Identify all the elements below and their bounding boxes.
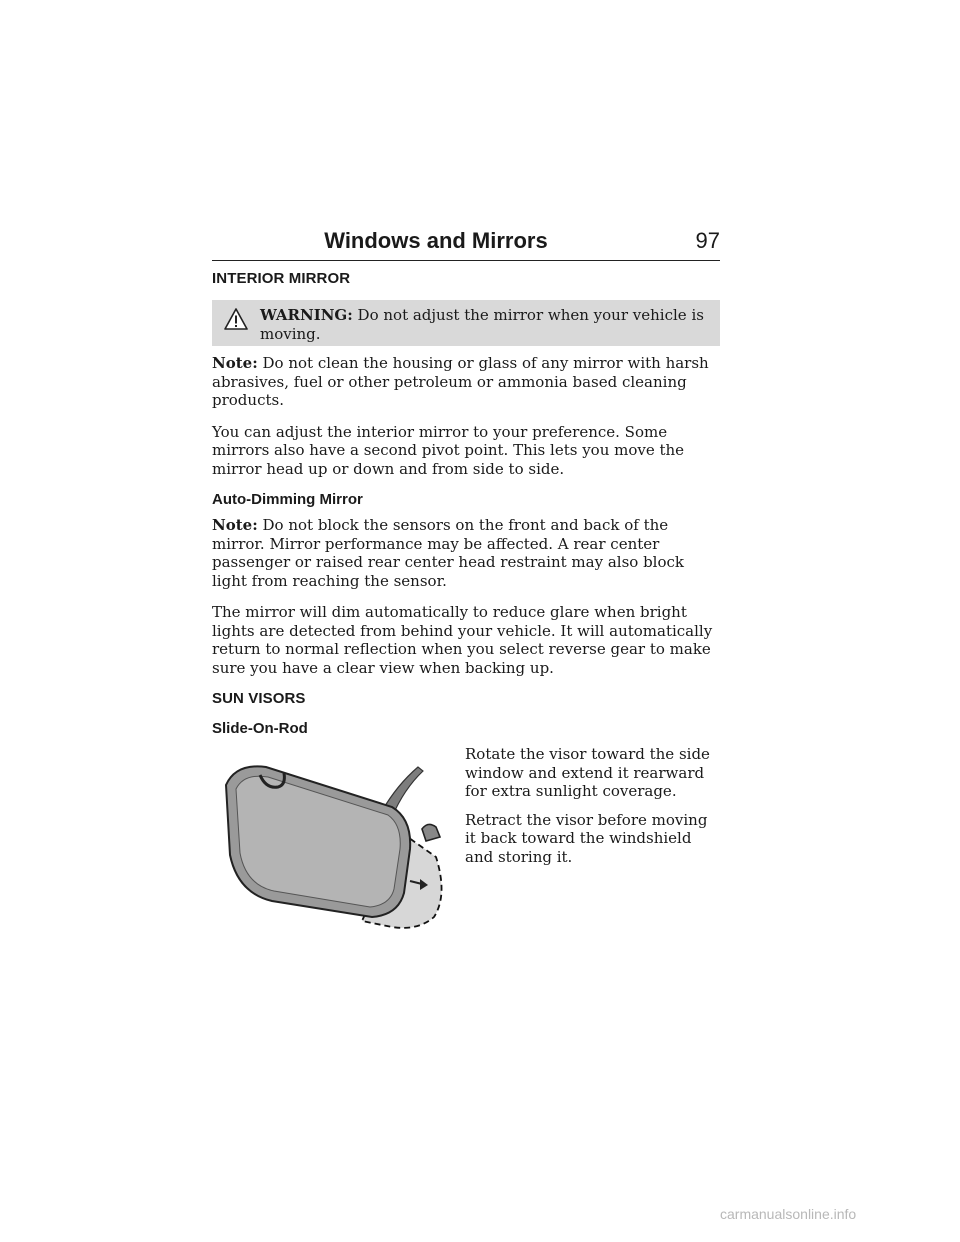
sun-visors-heading: SUN VISORS <box>212 690 306 707</box>
sensor-note <box>212 516 720 590</box>
warning-label: WARNING: <box>260 306 353 324</box>
page-header <box>212 226 720 261</box>
retract-visor-paragraph: Retract the visor before moving it back toward the windshield and storing it. <box>465 810 708 866</box>
slide-on-rod-heading: Slide-On-Rod <box>212 720 308 737</box>
rotate-visor-paragraph: Rotate the visor toward the side window and extend it rearward for extra sunlight coverage. <box>465 745 710 800</box>
interior-mirror-heading: INTERIOR MIRROR <box>212 270 351 287</box>
auto-dim-paragraph: The mirror will dim automatically to reduce glare when bright lights are detected from behind your vehicle. It will automatically return to normal reflection when you select reverse gear to make sure you have a clear view when backing up. <box>212 603 713 677</box>
visor-section <box>212 745 720 945</box>
visor-instructions <box>465 745 720 876</box>
auto-dimming-heading: Auto-Dimming Mirror <box>212 491 363 508</box>
warning-triangle-icon <box>224 307 248 331</box>
section-title: Windows and Mirrors <box>324 228 548 253</box>
warning-body: Do not adjust the mirror when your vehicle is moving. <box>260 306 704 343</box>
page-number: 97 <box>695 228 720 253</box>
note-label: Note: <box>212 516 258 534</box>
warning-text <box>260 306 706 343</box>
note-body: Do not block the sensors on the front and back of the mirror. Mirror performance may be affected. A rear center passenger or raised rear center head restraint may also block light from reaching the sensor. <box>212 516 684 590</box>
sun-visor-illustration <box>212 745 452 945</box>
adjust-mirror-paragraph: You can adjust the interior mirror to your preference. Some mirrors also have a second pivot point. This lets you move the mirror head up or down and from side to side. <box>212 422 685 478</box>
page-content <box>212 270 720 945</box>
note-label: Note: <box>212 354 258 372</box>
warning-box <box>212 300 720 346</box>
note-body: Do not clean the housing or glass of any mirror with harsh abrasives, fuel or other petroleum or ammonia based cleaning products. <box>212 354 709 409</box>
watermark-text: carmanualsonline.info <box>720 1206 857 1222</box>
housing-note <box>212 354 720 410</box>
